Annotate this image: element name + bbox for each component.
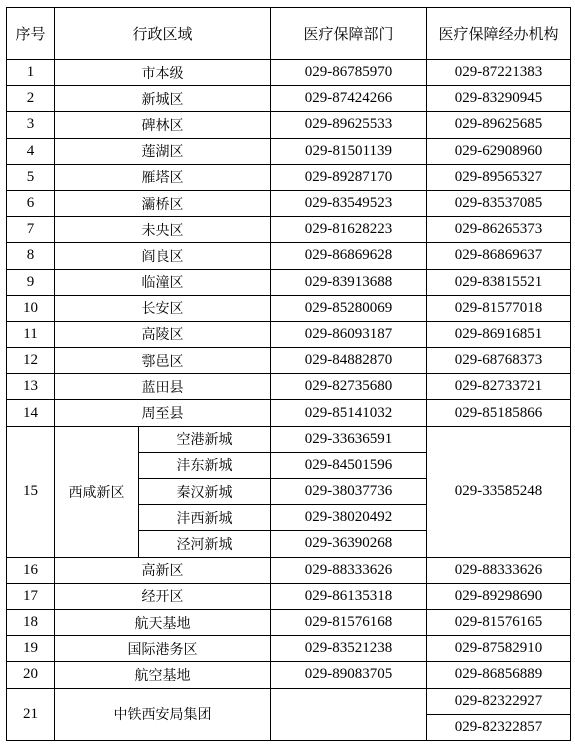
table-row: [7, 164, 571, 190]
header-district: 行政区域: [55, 8, 271, 60]
table-row: [7, 583, 571, 609]
district-name: 航空基地: [55, 662, 271, 688]
dept-phone: 029-83549523: [271, 190, 427, 216]
table-row: [7, 348, 571, 374]
agency-phone: 029-33585248: [427, 426, 571, 557]
agency-phone: 029-89298690: [427, 583, 571, 609]
row-index: 21: [7, 688, 55, 740]
table-row: [7, 400, 571, 426]
sub-district-name: 沣西新城: [139, 505, 271, 531]
district-name: 中铁西安局集团: [55, 688, 271, 740]
district-name: 西咸新区: [55, 426, 139, 557]
dept-phone: 029-85280069: [271, 295, 427, 321]
dept-phone: 029-89083705: [271, 662, 427, 688]
row-index: 2: [7, 86, 55, 112]
district-name: 临潼区: [55, 269, 271, 295]
agency-phone: 029-82322927: [427, 688, 571, 714]
district-name: 经开区: [55, 583, 271, 609]
agency-phone: 029-83537085: [427, 190, 571, 216]
agency-phone: 029-88333626: [427, 557, 571, 583]
sub-district-name: 泾河新城: [139, 531, 271, 557]
row-index: 15: [7, 426, 55, 557]
medical-insurance-contact-table: [6, 7, 571, 741]
dept-phone: 029-87424266: [271, 86, 427, 112]
district-name: 周至县: [55, 400, 271, 426]
dept-phone: 029-86135318: [271, 583, 427, 609]
dept-phone: 029-86093187: [271, 321, 427, 347]
agency-phone: 029-68768373: [427, 348, 571, 374]
agency-phone: 029-82733721: [427, 374, 571, 400]
row-index: 12: [7, 348, 55, 374]
dept-phone: 029-86869628: [271, 243, 427, 269]
table-row: [7, 60, 571, 86]
dept-phone: 029-33636591: [271, 426, 427, 452]
district-name: 阎良区: [55, 243, 271, 269]
agency-phone: 029-86856889: [427, 662, 571, 688]
sub-district-name: 秦汉新城: [139, 479, 271, 505]
header-index: 序号: [7, 8, 55, 60]
table-row: [7, 557, 571, 583]
dept-phone: 029-89625533: [271, 112, 427, 138]
dept-phone: 029-38020492: [271, 505, 427, 531]
agency-phone: 029-89625685: [427, 112, 571, 138]
agency-phone: 029-81576165: [427, 609, 571, 635]
sub-district-name: 空港新城: [139, 426, 271, 452]
table-row: [7, 269, 571, 295]
dept-phone: 029-81628223: [271, 217, 427, 243]
table-row: [7, 217, 571, 243]
dept-phone: 029-82735680: [271, 374, 427, 400]
row-index: 3: [7, 112, 55, 138]
table-row: [7, 112, 571, 138]
row-index: 6: [7, 190, 55, 216]
agency-phone: 029-86265373: [427, 217, 571, 243]
table-row: [7, 86, 571, 112]
dept-phone: 029-84501596: [271, 452, 427, 478]
table-row: [7, 426, 571, 452]
dept-phone: 029-83521238: [271, 636, 427, 662]
agency-phone: 029-85185866: [427, 400, 571, 426]
district-name: 碑林区: [55, 112, 271, 138]
agency-phone: 029-81577018: [427, 295, 571, 321]
row-index: 4: [7, 138, 55, 164]
district-name: 航天基地: [55, 609, 271, 635]
table-row: [7, 138, 571, 164]
table-row: [7, 190, 571, 216]
dept-phone: 029-86785970: [271, 60, 427, 86]
district-name: 高陵区: [55, 321, 271, 347]
row-index: 19: [7, 636, 55, 662]
agency-phone: 029-82322857: [427, 714, 571, 740]
table-row: [7, 609, 571, 635]
row-index: 1: [7, 60, 55, 86]
table-row: [7, 662, 571, 688]
table-body: [7, 60, 571, 741]
row-index: 17: [7, 583, 55, 609]
agency-phone: 029-83290945: [427, 86, 571, 112]
table-row: [7, 374, 571, 400]
dept-phone: 029-83913688: [271, 269, 427, 295]
district-name: 高新区: [55, 557, 271, 583]
row-index: 20: [7, 662, 55, 688]
row-index: 13: [7, 374, 55, 400]
row-index: 11: [7, 321, 55, 347]
agency-phone: 029-86916851: [427, 321, 571, 347]
district-name: 市本级: [55, 60, 271, 86]
header-agency: 医疗保障经办机构: [427, 8, 571, 60]
agency-phone: 029-83815521: [427, 269, 571, 295]
district-name: 鄠邑区: [55, 348, 271, 374]
header-dept: 医疗保障部门: [271, 8, 427, 60]
agency-phone: 029-62908960: [427, 138, 571, 164]
district-name: 未央区: [55, 217, 271, 243]
dept-phone: 029-84882870: [271, 348, 427, 374]
district-name: 雁塔区: [55, 164, 271, 190]
row-index: 5: [7, 164, 55, 190]
row-index: 14: [7, 400, 55, 426]
district-name: 新城区: [55, 86, 271, 112]
agency-phone: 029-87221383: [427, 60, 571, 86]
agency-phone: 029-86869637: [427, 243, 571, 269]
row-index: 7: [7, 217, 55, 243]
sub-district-name: 沣东新城: [139, 452, 271, 478]
agency-phone: 029-89565327: [427, 164, 571, 190]
district-name: 长安区: [55, 295, 271, 321]
header-row: [7, 8, 571, 60]
row-index: 9: [7, 269, 55, 295]
table-row: [7, 688, 571, 714]
district-name: 国际港务区: [55, 636, 271, 662]
dept-phone: 029-88333626: [271, 557, 427, 583]
dept-phone: 029-38037736: [271, 479, 427, 505]
row-index: 18: [7, 609, 55, 635]
table-row: [7, 636, 571, 662]
dept-phone: 029-36390268: [271, 531, 427, 557]
dept-phone: 029-85141032: [271, 400, 427, 426]
dept-phone: [271, 688, 427, 740]
row-index: 16: [7, 557, 55, 583]
row-index: 10: [7, 295, 55, 321]
dept-phone: 029-81576168: [271, 609, 427, 635]
district-name: 灞桥区: [55, 190, 271, 216]
dept-phone: 029-81501139: [271, 138, 427, 164]
district-name: 莲湖区: [55, 138, 271, 164]
table-row: [7, 321, 571, 347]
district-name: 蓝田县: [55, 374, 271, 400]
dept-phone: 029-89287170: [271, 164, 427, 190]
table-row: [7, 295, 571, 321]
table-row: [7, 243, 571, 269]
agency-phone: 029-87582910: [427, 636, 571, 662]
row-index: 8: [7, 243, 55, 269]
